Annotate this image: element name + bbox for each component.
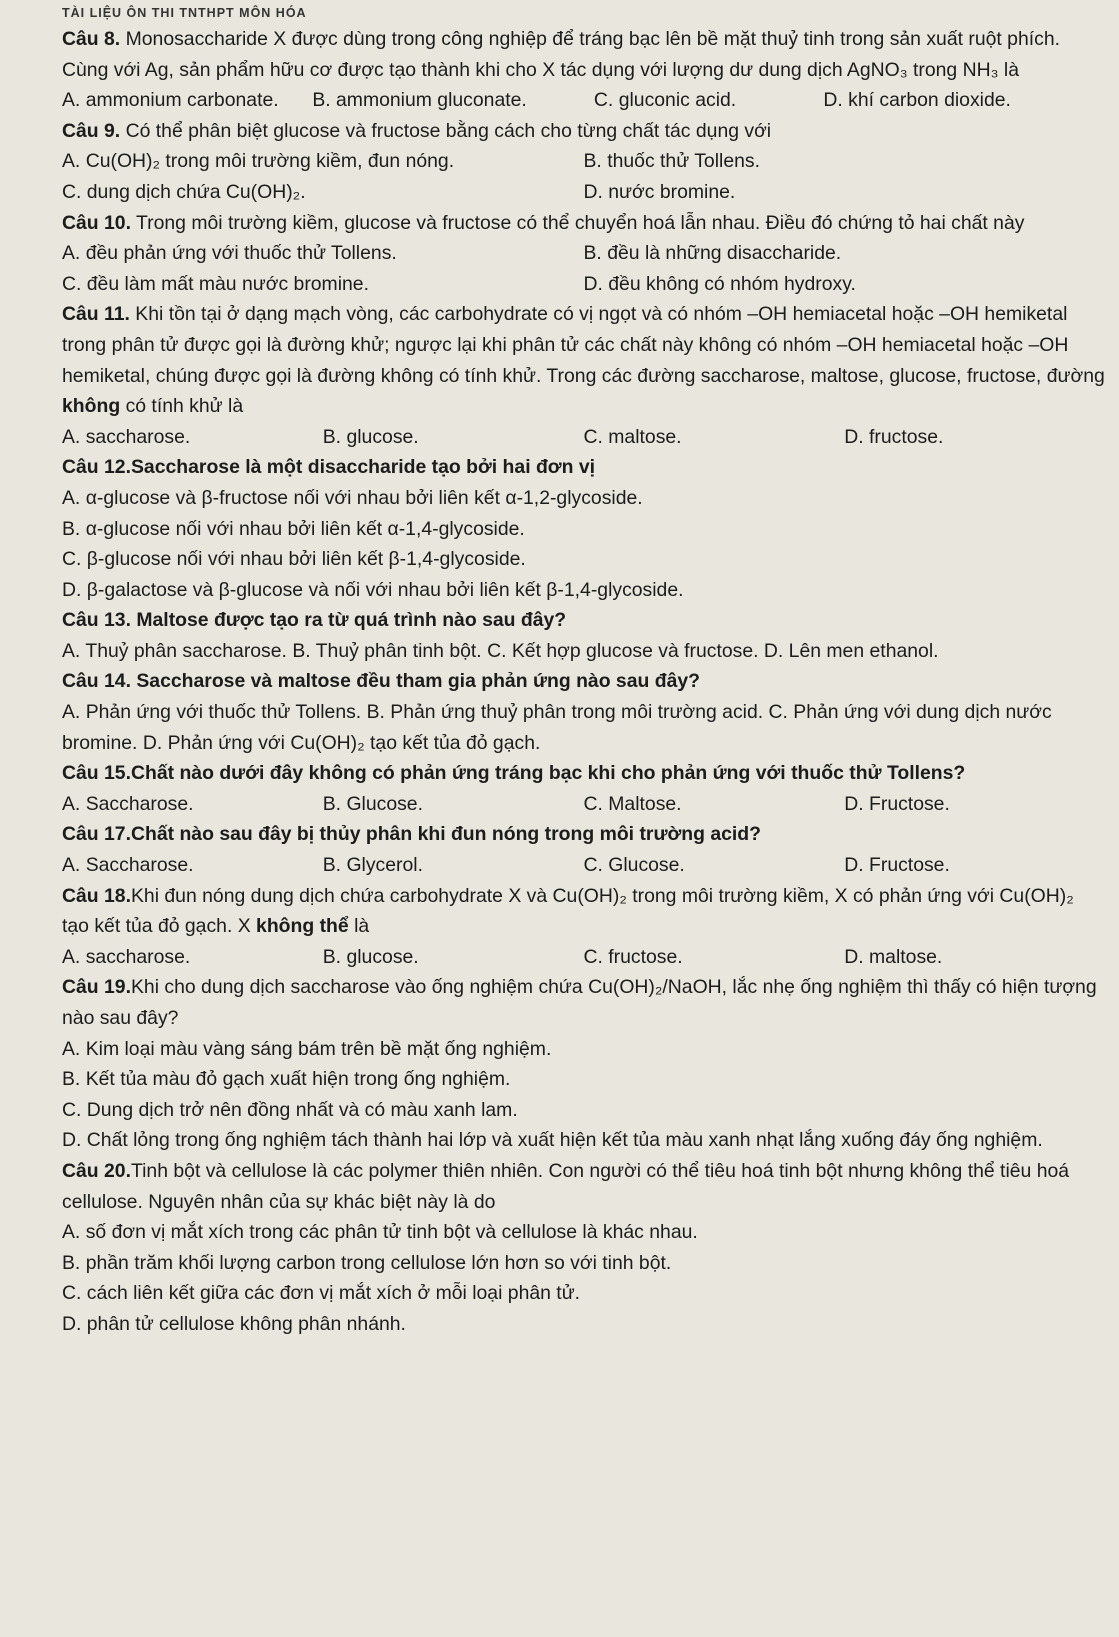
question-20-stem: Câu 20.Tinh bột và cellulose là các polymer thiên nhiên. Con người có thể tiêu hoá tinh bột nhưng không thể tiêu hoá cellulose. Nguyên nhân của sự khác biệt này là do	[62, 1159, 1070, 1213]
option-b: B. α-glucose nối với nhau bởi liên kết α-1,4-glycoside.	[62, 517, 525, 540]
question-12-stem: Câu 12.Saccharose là một disaccharide tạo bởi hai đơn vị	[62, 456, 595, 479]
option-a: A. số đơn vị mắt xích trong các phân tử tinh bột và cellulose là khác nhau.	[62, 1221, 698, 1244]
question-9-options-2	[62, 177, 1105, 208]
question-18-stem: Câu 18.Khi đun nóng dung dịch chứa carbohydrate X và Cu(OH)₂ trong môi trường kiềm, X có phản ứng với Cu(OH)₂ tạo kết tủa đỏ gạch. X không thể là	[62, 884, 1074, 938]
question-18-options	[62, 942, 1105, 973]
option-c: C. Maltose.	[583, 792, 682, 815]
question-14-stem: Câu 14. Saccharose và maltose đều tham gia phản ứng nào sau đây?	[62, 670, 700, 693]
option-b: B. Thuỷ phân tinh bột.	[292, 639, 482, 662]
question-12	[62, 452, 1105, 605]
option-a: A. Phản ứng với thuốc thử Tollens.	[62, 701, 362, 724]
option-b: B. glucose.	[322, 945, 419, 968]
option-d: D. Lên men ethanol.	[763, 639, 939, 662]
question-11-stem: Câu 11. Khi tồn tại ở dạng mạch vòng, các carbohydrate có vị ngọt và có nhóm –OH hemiacetal hoặc –OH hemiketal trong phân tử được gọi là đường khử; ngược lại khi phân tử các chất này không có nhóm –OH hemiacetal hoặc –OH hemiketal, chúng được gọi là đường không có tính khử. Trong các đường saccharose, maltose, glucose, fructose, đường không có tính khử là	[62, 303, 1105, 418]
question-8-options	[62, 85, 1105, 116]
option-b: B. glucose.	[322, 425, 419, 448]
option-a: A. Saccharose.	[62, 854, 194, 877]
option-d: D. phân tử cellulose không phân nhánh.	[62, 1312, 406, 1335]
option-c: C. cách liên kết giữa các đơn vị mắt xích ở mỗi loại phân tử.	[62, 1282, 581, 1305]
option-b: B. đều là những disaccharide.	[583, 242, 842, 265]
option-b: B. thuốc thử Tollens.	[583, 150, 760, 173]
question-8	[62, 24, 1105, 116]
option-d: D. β-galactose và β-glucose và nối với nhau bởi liên kết β-1,4-glycoside.	[62, 578, 684, 601]
option-a: A. α-glucose và β-fructose nối với nhau bởi liên kết α-1,2-glycoside.	[62, 486, 643, 509]
option-c: C. Kết hợp glucose và fructose.	[487, 639, 759, 662]
option-d: D. fructose.	[844, 425, 944, 448]
option-d: D. đều không có nhóm hydroxy.	[583, 272, 856, 295]
option-a: A. saccharose.	[62, 425, 191, 448]
option-a: A. Kim loại màu vàng sáng bám trên bề mặt ống nghiệm.	[62, 1037, 552, 1060]
option-c: C. Dung dịch trở nên đồng nhất và có màu xanh lam.	[62, 1098, 518, 1121]
option-a: A. Cu(OH)₂ trong môi trường kiềm, đun nóng.	[62, 150, 455, 173]
question-10-options-1	[62, 238, 1105, 269]
question-10-stem: Câu 10. Trong môi trường kiềm, glucose và fructose có thể chuyển hoá lẫn nhau. Điều đó chứng tỏ hai chất này	[62, 211, 1025, 234]
question-18	[62, 881, 1105, 973]
option-c: C. Glucose.	[583, 854, 685, 877]
option-c: C. Phản ứng với dung dịch nước bromine.	[62, 701, 1052, 754]
question-19-stem: Câu 19.Khi cho dung dịch saccharose vào ống nghiệm chứa Cu(OH)₂/NaOH, lắc nhẹ ống nghiệm thì thấy có hiện tượng nào sau đây?	[62, 976, 1097, 1029]
question-15-stem: Câu 15.Chất nào dưới đây không có phản ứng tráng bạc khi cho phản ứng với thuốc thử Tollens?	[62, 762, 966, 785]
question-8-stem: Câu 8. Monosaccharide X được dùng trong công nghiệp để tráng bạc lên bề mặt thuỷ tinh trong sản xuất ruột phích. Cùng với Ag, sản phẩm hữu cơ được tạo thành khi cho X tác dụng với lượng dư dung dịch AgNO₃ trong NH₃ là	[62, 28, 1061, 81]
option-c: C. maltose.	[583, 425, 682, 448]
option-b: B. ammonium gluconate.	[312, 89, 527, 112]
option-b: B. phần trăm khối lượng carbon trong cellulose lớn hơn so với tinh bột.	[62, 1251, 672, 1274]
option-c: C. gluconic acid.	[593, 89, 737, 112]
option-d: D. Fructose.	[844, 792, 950, 815]
question-11-options	[62, 422, 1105, 453]
option-a: A. Thuỷ phân saccharose.	[62, 639, 287, 662]
option-a: A. saccharose.	[62, 945, 191, 968]
question-20	[62, 1156, 1105, 1340]
option-c: C. dung dịch chứa Cu(OH)₂.	[62, 180, 306, 203]
option-d: D. Chất lỏng trong ống nghiệm tách thành hai lớp và xuất hiện kết tủa màu xanh nhạt lắng xuống đáy ống nghiệm.	[62, 1129, 1043, 1152]
option-d: D. maltose.	[844, 945, 943, 968]
option-a: A. ammonium carbonate.	[62, 89, 279, 112]
question-14	[62, 666, 1105, 758]
question-17-options	[62, 850, 1105, 881]
question-19	[62, 972, 1105, 1156]
worksheet-header: TÀI LIỆU ÔN THI TNTHPT MÔN HÓA	[62, 6, 307, 20]
question-10	[62, 208, 1105, 300]
question-9	[62, 116, 1105, 208]
question-15	[62, 758, 1105, 819]
question-13-stem: Câu 13. Maltose được tạo ra từ quá trình nào sau đây?	[62, 609, 567, 632]
question-14-options	[62, 697, 1105, 758]
option-d: D. Phản ứng với Cu(OH)₂ tạo kết tủa đỏ gạch.	[142, 731, 541, 754]
question-13	[62, 605, 1105, 666]
question-17-stem: Câu 17.Chất nào sau đây bị thủy phân khi đun nóng trong môi trường acid?	[62, 823, 761, 846]
option-a: A. đều phản ứng với thuốc thử Tollens.	[62, 242, 397, 265]
option-b: B. Kết tủa màu đỏ gạch xuất hiện trong ống nghiệm.	[62, 1068, 511, 1091]
option-c: C. fructose.	[583, 945, 683, 968]
option-b: B. Glucose.	[322, 792, 423, 815]
option-d: D. Fructose.	[844, 854, 950, 877]
question-10-options-2	[62, 269, 1105, 300]
option-b: B. Glycerol.	[322, 854, 423, 877]
question-11	[62, 299, 1105, 452]
option-c: C. β-glucose nối với nhau bởi liên kết β-1,4-glycoside.	[62, 548, 526, 571]
question-9-options-1	[62, 146, 1105, 177]
option-d: D. khí carbon dioxide.	[823, 89, 1011, 112]
question-9-stem: Câu 9. Có thể phân biệt glucose và fructose bằng cách cho từng chất tác dụng với	[62, 119, 772, 142]
question-15-options	[62, 789, 1105, 820]
question-13-options	[62, 636, 1105, 667]
question-17	[62, 819, 1105, 880]
option-a: A. Saccharose.	[62, 792, 194, 815]
option-c: C. đều làm mất màu nước bromine.	[62, 272, 369, 295]
option-d: D. nước bromine.	[583, 180, 736, 203]
option-b: B. Phản ứng thuỷ phân trong môi trường acid.	[366, 701, 764, 724]
